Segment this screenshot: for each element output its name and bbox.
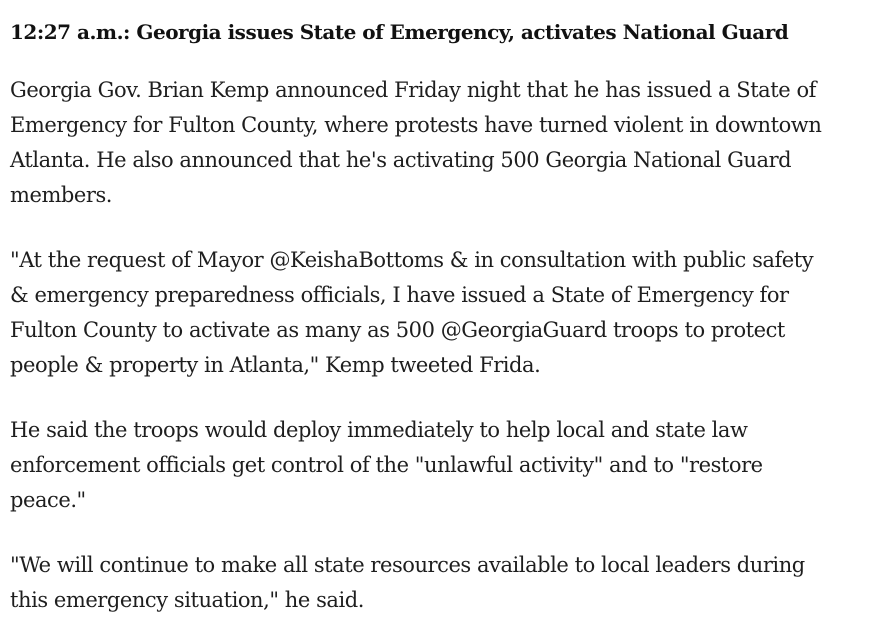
article-body — [10, 18, 830, 618]
article-paragraph: Georgia Gov. Brian Kemp announced Friday night that he has issued a State of Emergency for Fulton County, where protests have turned violent in downtown Atlanta. He also announced that he's activating 500 Georgia National Guard members. — [10, 78, 822, 207]
article-paragraph: "We will continue to make all state resources available to local leaders during this emergency situation," he said. — [10, 553, 805, 612]
article-headline: 12:27 a.m.: Georgia issues State of Emergency, activates National Guard — [10, 20, 789, 44]
article-paragraph: "At the request of Mayor @KeishaBottoms & in consultation with public safety & emergency preparedness officials, I have issued a State of Emergency for Fulton County to activate as many as 500 @GeorgiaGuard troops to protect people & property in Atlanta," Kemp tweeted Frida. — [10, 248, 814, 377]
article-paragraph: He said the troops would deploy immediately to help local and state law enforcement officials get control of the "unlawful activity" and to "restore peace." — [10, 418, 763, 512]
